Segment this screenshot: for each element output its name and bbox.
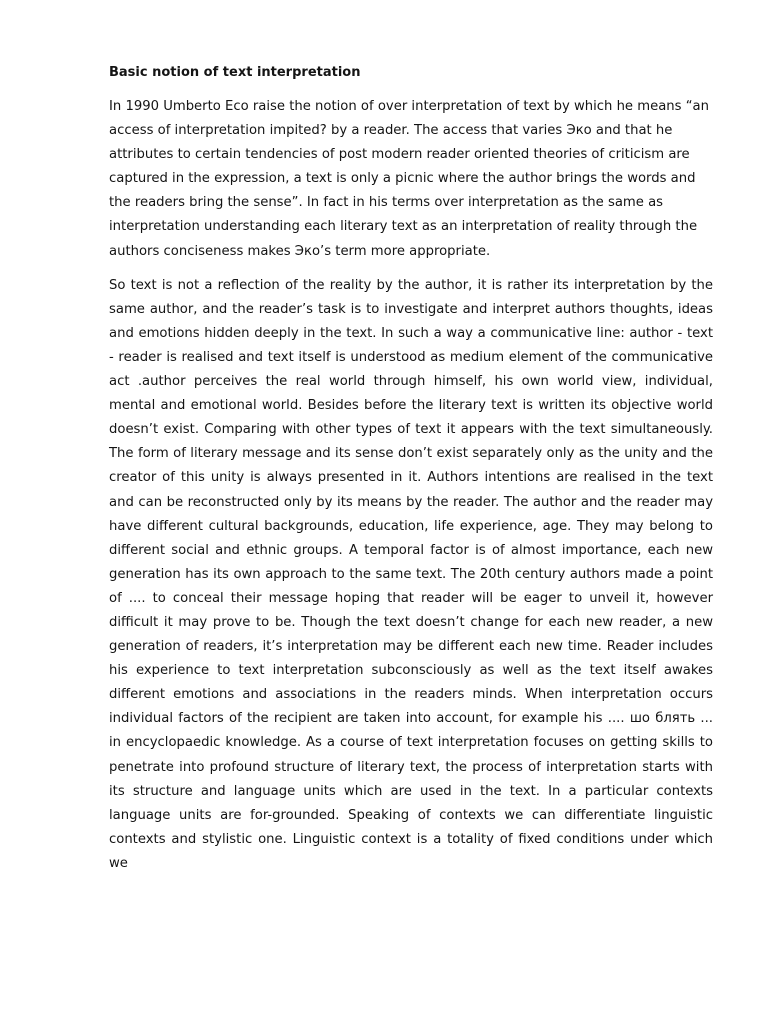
paragraph-1: In 1990 Umberto Eco raise the notion of over interpretation of text by which he means “an access of interpretation impited? by a reader. The access that varies Эко and that he attributes to certain tendencies of post modern reader oriented theories of criticism are captured in the expression, a text is only a picnic where the author brings the words and the readers bring the sense”. In fact in his terms over interpretation as the same as interpretation understanding each literary text as an interpretation of reality through the authors conciseness makes Эко’s term more appropriate. [109, 99, 709, 259]
document-title: Basic notion of text interpretation [109, 65, 361, 80]
paragraph-2: So text is not a reflection of the reality by the author, it is rather its interpretation by the same author, and the reader’s task is to investigate and interpret authors thoughts, ideas and emotions hidden deeply in the text. In such a way a communicative line: author - text - reader is realised and text itself is understood as medium element of the communicative act .author perceives the real world through himself, his own world view, individual, mental and emotional world. Besides before the literary text is written its objective world doesn’t exist. Comparing with other types of text it appears with the text simultaneously. The form of literary message and its sense don’t exist separately only as the unity and the creator of this unity is always presented in it. Authors intentions are realised in the text and can be reconstructed only by its means by the reader. The author and the reader may have different cultural backgrounds, education, life experience, age. They may belong to different social and ethnic groups. A temporal factor is of almost importance, each new generation has its own approach to the same text. The 20th century authors made a point of .... to conceal their message hoping that reader will be eager to unveil it, however difficult it may prove to be. Though the text doesn’t change for each new reader, a new generation of readers, it’s interpretation may be different each new time. Reader includes his experience to text interpretation subconsciously as well as the text itself awakes different emotions and associations in the readers minds. When interpretation occurs individual factors of the recipient are taken into account, for example his .... шо блять ... in encyclopaedic knowledge. As a course of text interpretation focuses on getting skills to penetrate into profound structure of literary text, the process of interpretation starts with its structure and language units which are used in the text. In a particular contexts language units are for-grounded. Speaking of contexts we can differentiate linguistic contexts and stylistic one. Linguistic context is a totality of fixed conditions under which we [109, 277, 713, 871]
document-page [109, 62, 713, 876]
